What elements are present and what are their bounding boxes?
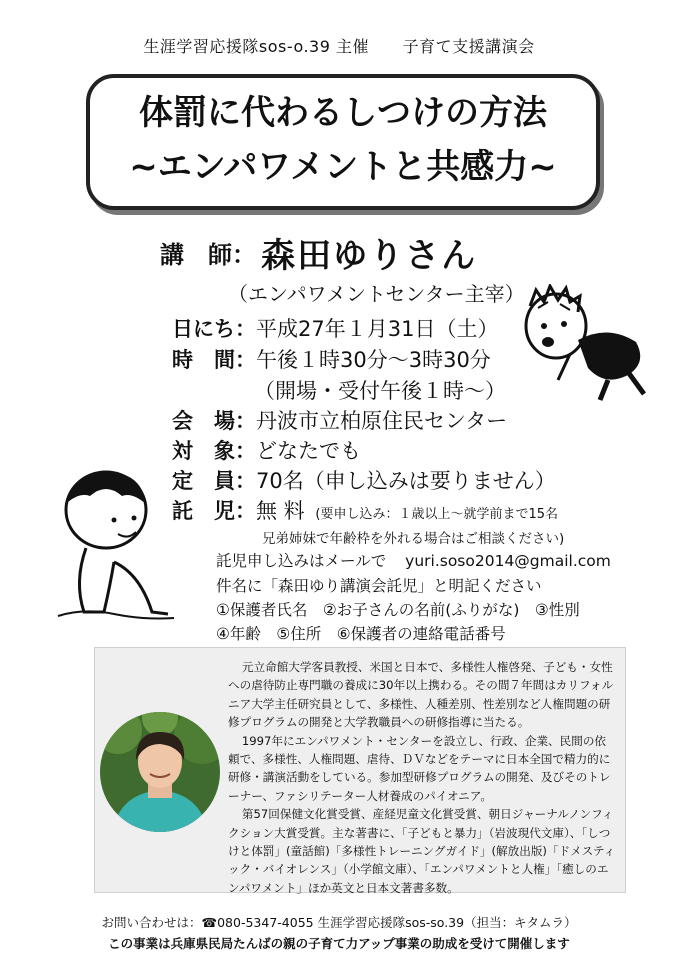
bio-paragraph: 第57回保健文化賞受賞、産経児童文化賞受賞、朝日ジャーナルノンフィクション大賞受賞。主な著書に、「子どもと暴力」（岩波現代文庫）、「しつけと体罰」(童話館)「多様性トレーニングガイド」(解放出版)「ドメスティック・バイオレンス」（小学館文庫）、「エンパワメントと人権」「癒しのエンパワメント」ほか英文と日本文著書多数。 — [228, 807, 616, 895]
title-line-2: ~エンパワメントと共感力~ — [129, 147, 557, 187]
items-line-2: ④年齢 ⑤住所 ⑥保護者の連絡電話番号 — [216, 625, 506, 643]
footer-funding: この事業は兵庫県民局たんばの親の子育て力アップ事業の助成を受けて開催します — [108, 936, 570, 951]
lecturer-label: 講 師： — [160, 241, 256, 269]
running-child-illustration — [508, 284, 658, 404]
capacity-row — [172, 465, 556, 495]
venue-row — [172, 405, 507, 435]
time-note: （開場・受付午後１時〜） — [254, 379, 506, 403]
capacity-value: 70名（申し込みは要りません） — [256, 469, 556, 493]
sibling-note: 兄弟姉妹で年齢枠を外れる場合はご相談ください) — [262, 531, 565, 547]
date-label: 日にち： — [172, 317, 256, 341]
email-prefix: 託児申し込みはメールで — [216, 552, 387, 570]
time-label: 時 間： — [172, 348, 256, 372]
childcare-note: (要申し込み：１歳以上〜就学前まで15名 — [315, 507, 558, 522]
bio-paragraph: 元立命館大学客員教授、米国と日本で、多様性人権啓発、子ども・女性への虐待防止専門職の養成に30年以上携わる。その間７年間はカリフォルニア大学主任研究員として、多様性、人種差別、性差別など人権問題の研修プログラムの開発と大学教職員への研修指導に当たる。 — [228, 660, 614, 730]
items-line-1: ①保護者氏名 ②お子さんの名前(ふりがな) ③性別 — [216, 601, 580, 619]
venue-label: 会 場： — [172, 409, 256, 433]
organizer-text: 生涯学習応援隊sos-o.39 主催 — [143, 37, 369, 56]
title-box — [86, 74, 600, 210]
footer-contact: お問い合わせは：☎080-5347-4055 生涯学習応援隊sos-so.39（担当：キタムラ） — [101, 915, 577, 930]
lecturer-photo — [98, 710, 222, 834]
capacity-label: 定 員： — [172, 469, 256, 493]
lecturer-row — [160, 228, 477, 277]
header — [0, 34, 678, 57]
lecturer-name: 森田ゆりさん — [261, 236, 478, 276]
subject-line: 件名に「森田ゆり講演会託児」と明記ください — [216, 577, 542, 595]
time-row — [172, 344, 491, 374]
childcare-row — [172, 495, 558, 525]
venue-value: 丹波市立柏原住民センター — [256, 409, 508, 433]
title-line-1: 体罰に代わるしつけの方法 — [139, 93, 547, 133]
date-row — [172, 313, 498, 343]
crawling-child-illustration — [44, 462, 184, 632]
target-value: どなたでも — [256, 439, 361, 463]
time-value: 午後１時30分〜3時30分 — [256, 348, 491, 372]
email-row — [216, 549, 611, 571]
target-label: 対 象： — [172, 439, 256, 463]
target-row — [172, 435, 361, 465]
date-value: 平成27年１月31日（土） — [256, 317, 499, 341]
lecturer-affiliation: （エンパワメントセンター主宰） — [228, 282, 525, 306]
childcare-value: 無 料 — [256, 499, 305, 523]
event-type-text: 子育て支援講演会 — [402, 37, 535, 56]
bio-paragraph: 1997年にエンパワメント・センターを設立し、行政、企業、民間の依頼で、多様性、人権問題、虐待、ＤＶなどをテーマに日本全国で精力的に研修・講演活動をしている。参加型研修プログラムの開発、及びそのトレーナー、ファシリテーター人材養成のパイオニア。 — [228, 733, 611, 803]
bio-text — [228, 658, 616, 897]
email-address: yuri.soso2014@gmail.com — [405, 552, 611, 570]
childcare-label: 託 児： — [172, 499, 256, 523]
